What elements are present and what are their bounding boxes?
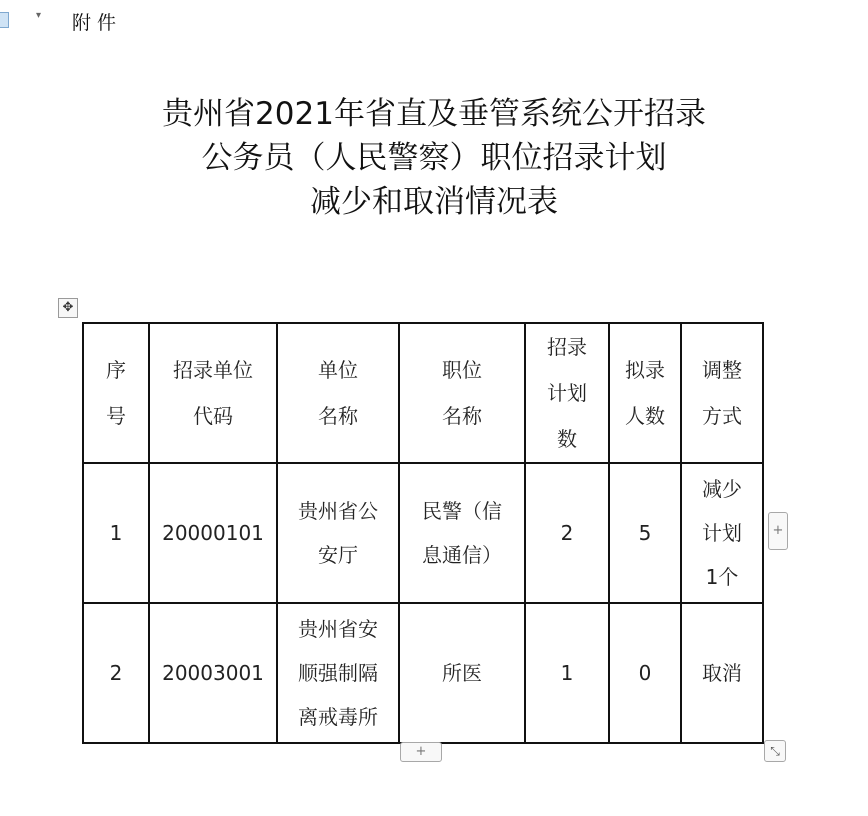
add-column-button[interactable]: + <box>768 512 788 550</box>
cell-text-line: 所医 <box>442 661 482 685</box>
header-bar <box>0 0 868 40</box>
cell-planned: 2 <box>525 463 609 603</box>
title-line-1: 贵州省2021年省直及垂管系统公开招录 <box>162 96 706 132</box>
cell-text-line: 息通信） <box>422 543 502 567</box>
cell-text-line: 序 <box>106 358 126 382</box>
cell-text-line: 调整 <box>702 358 742 382</box>
header-unit-name <box>277 323 399 463</box>
cell-text-line: 号 <box>106 404 126 428</box>
cell-text-line: 名称 <box>318 404 358 428</box>
cell-text-line: 民警（信 <box>422 499 502 523</box>
cell-hired: 0 <box>609 603 681 743</box>
cell-text-line: 安厅 <box>318 543 358 567</box>
header-adjustment <box>681 323 763 463</box>
cell-unit-name <box>277 463 399 603</box>
cell-text-line: 贵州省安 <box>298 617 378 641</box>
cell-text-line: 计划 <box>547 381 587 405</box>
title-line-3: 减少和取消情况表 <box>310 184 558 220</box>
header-seq <box>83 323 149 463</box>
cell-text-line: 招录单位 <box>173 358 253 382</box>
cell-position-name <box>399 463 525 603</box>
cell-unit-code: 20000101 <box>149 463 277 603</box>
add-row-button[interactable]: + <box>400 742 442 762</box>
document-icon[interactable] <box>0 12 9 28</box>
cell-text-line: 单位 <box>318 358 358 382</box>
title-line-2: 公务员（人民警察）职位招录计划 <box>201 140 667 176</box>
cell-text-line: 贵州省公 <box>298 499 378 523</box>
cell-planned: 1 <box>525 603 609 743</box>
cell-hired: 5 <box>609 463 681 603</box>
table-resize-icon[interactable]: ⤡ <box>764 740 786 762</box>
cell-text-line: 名称 <box>442 404 482 428</box>
cell-text-line: 招录 <box>547 335 587 359</box>
cell-text-line: 1个 <box>705 565 739 589</box>
cell-seq: 2 <box>83 603 149 743</box>
cell-text-line: 取消 <box>702 661 742 685</box>
header-unit-code <box>149 323 277 463</box>
cell-adjustment <box>681 463 763 603</box>
cell-text-line: 代码 <box>193 404 233 428</box>
cell-seq: 1 <box>83 463 149 603</box>
table-row <box>83 603 763 743</box>
cell-position-name <box>399 603 525 743</box>
attachment-label: 附件 <box>72 12 123 34</box>
cell-adjustment <box>681 603 763 743</box>
table-row <box>83 463 763 603</box>
recruitment-plan-table <box>82 322 764 744</box>
cell-text-line: 方式 <box>702 404 742 428</box>
chevron-down-icon[interactable]: ▾ <box>36 10 42 21</box>
cell-unit-code: 20003001 <box>149 603 277 743</box>
table-header-row <box>83 323 763 463</box>
cell-unit-name <box>277 603 399 743</box>
header-hired <box>609 323 681 463</box>
header-planned <box>525 323 609 463</box>
cell-text-line: 人数 <box>625 404 665 428</box>
cell-text-line: 离戒毒所 <box>298 705 378 729</box>
cell-text-line: 减少 <box>702 477 742 501</box>
cell-text-line: 拟录 <box>625 358 665 382</box>
document-title <box>0 92 868 224</box>
cell-text-line: 计划 <box>702 521 742 545</box>
cell-text-line: 职位 <box>442 358 482 382</box>
table-move-icon[interactable]: ✥ <box>58 298 78 318</box>
header-position-name <box>399 323 525 463</box>
cell-text-line: 数 <box>557 427 577 451</box>
cell-text-line: 顺强制隔 <box>298 661 378 685</box>
